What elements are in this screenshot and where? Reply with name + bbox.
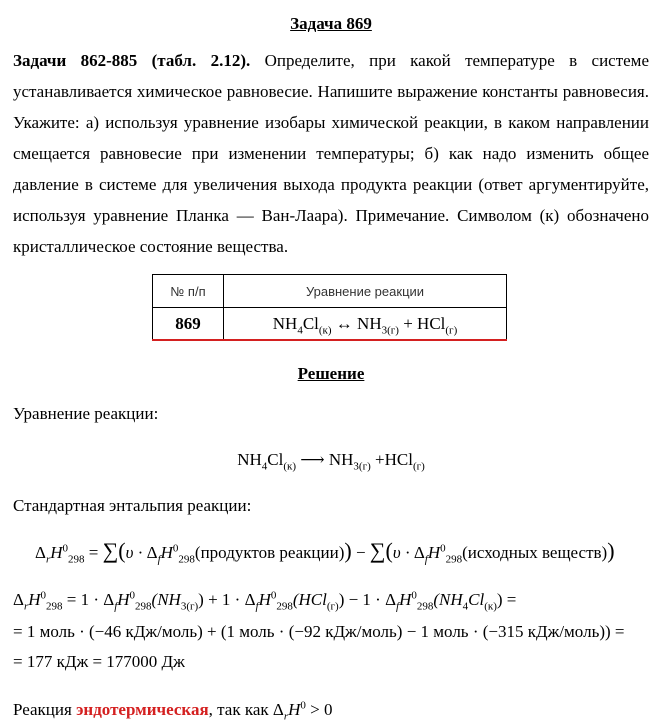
- math-part: H: [28, 590, 41, 609]
- math-sum: ∑: [369, 538, 386, 563]
- math-part: H: [399, 590, 412, 609]
- reaction-table: [152, 274, 507, 341]
- math-part: H: [117, 590, 130, 609]
- math-part: (: [385, 538, 393, 563]
- math-sub: 298: [445, 553, 463, 566]
- enthalpy-formula-line-2: = 1 моль · (−46 кДж/моль) + (1 моль · (−92 кДж/моль) − 1 моль · (−315 кДж/моль)) =: [13, 622, 625, 641]
- math-part: H: [288, 700, 301, 719]
- reaction-equation: [13, 450, 649, 473]
- page-title: Задача 869: [290, 14, 372, 33]
- enthalpy-formula-line-3: = 177 кДж = 177000 Дж: [13, 652, 185, 671]
- math-sup: 0: [172, 542, 179, 555]
- math-part: (HCl: [292, 590, 327, 609]
- math-sub: 298: [178, 553, 195, 566]
- math-part: (продуктов реакции): [194, 543, 345, 562]
- eq-part: ↔ NH: [331, 313, 382, 333]
- math-part: H: [50, 543, 63, 562]
- task-text: Определите, при какой температуре в системе устанавливается химическое равновесие. Напишите выражение константы равновесия. Укажите: а) используя уравнение изобары химической реакции, в каком направлении смещается равновесие при изменении температуры; б) как надо изменить общее давление в системе для увеличения выхода продукта реакции (ответ аргументируйте, используя уравнение Планка — Ван-Лаара). Примечание. Символом (к) обозначено кристаллическое состояние вещества.: [13, 51, 649, 256]
- enthalpy-label: Стандартная энтальпия реакции:: [13, 496, 252, 515]
- math-part: Δ: [13, 590, 24, 609]
- enthalpy-formula-line-1: [13, 589, 517, 613]
- math-part: H: [160, 543, 173, 562]
- table-header-number: № п/п: [153, 275, 224, 308]
- math-sub: 4: [462, 600, 469, 613]
- math-sup: 0: [129, 589, 136, 602]
- math-part: (NH: [433, 590, 463, 609]
- eq-part: Cl: [302, 313, 319, 333]
- math-part: ): [344, 538, 352, 563]
- math-part: · Δ: [133, 543, 158, 562]
- math-sub: f: [255, 600, 259, 613]
- eq-sub: (г): [445, 323, 458, 336]
- conclusion-text: > 0: [305, 700, 333, 719]
- math-sub: 298: [68, 553, 85, 566]
- math-sub: f: [157, 553, 161, 566]
- math-part: · Δ: [400, 543, 425, 562]
- math-sub: 298: [135, 600, 152, 613]
- eq-part: ⟶ NH: [295, 450, 354, 469]
- math-sub: (к): [484, 600, 497, 613]
- math-part: (: [118, 538, 126, 563]
- math-sub: (г): [326, 600, 339, 613]
- eq-sub: 4: [261, 460, 268, 473]
- math-sub: 298: [416, 600, 434, 613]
- table-header-row: [153, 275, 507, 308]
- math-part: H: [258, 590, 271, 609]
- math-sup: 0: [440, 542, 446, 555]
- math-part: ) + 1 · Δ: [198, 590, 256, 609]
- math-part: Δ: [35, 543, 46, 562]
- solution-title: Решение: [297, 364, 365, 383]
- eq-part: NH: [237, 450, 262, 469]
- eq-sub: 4: [297, 323, 303, 336]
- math-part: ): [607, 538, 615, 563]
- math-sup: 0: [62, 542, 68, 555]
- table-row: [153, 308, 507, 341]
- enthalpy-formula-general: [35, 538, 615, 564]
- conclusion-highlight: эндотермическая: [76, 700, 209, 719]
- conclusion-text: Реакция: [13, 700, 77, 719]
- table-header-equation: Уравнение реакции: [224, 275, 507, 308]
- conclusion-text: , так как Δ: [208, 700, 284, 719]
- math-part: ) =: [496, 590, 517, 609]
- math-part: =: [84, 543, 103, 562]
- math-part: ) − 1 · Δ: [338, 590, 397, 609]
- math-part: H: [427, 543, 441, 562]
- math-part: (NH: [151, 590, 181, 609]
- conclusion-line: [13, 700, 333, 720]
- math-sub: r: [23, 600, 29, 613]
- math-part: (исходных веществ): [462, 543, 608, 562]
- math-part: = 1 · Δ: [62, 590, 115, 609]
- eq-sub: 3(г): [353, 460, 371, 473]
- reaction-label: Уравнение реакции:: [13, 404, 159, 423]
- math-sup: 0: [300, 699, 306, 712]
- math-sup: 0: [270, 589, 277, 602]
- math-sup: 0: [411, 589, 417, 602]
- task-label: Задачи 862-885 (табл. 2.12).: [13, 51, 251, 70]
- math-sub: f: [114, 600, 118, 613]
- eq-part: +HCl: [370, 450, 413, 469]
- math-part: υ: [392, 543, 401, 562]
- eq-part: NH: [272, 313, 298, 333]
- math-sum: ∑: [102, 538, 119, 563]
- math-sup: 0: [40, 589, 46, 602]
- eq-sub: 3(г): [381, 323, 399, 336]
- math-sub: f: [424, 553, 428, 566]
- math-part: υ: [125, 543, 134, 562]
- eq-sub: (к): [318, 323, 332, 336]
- math-part: Cl: [468, 590, 485, 609]
- math-sub: 3(г): [180, 600, 199, 613]
- math-sub: f: [396, 600, 400, 613]
- eq-sub: (г): [412, 460, 425, 473]
- table-cell-equation: [224, 308, 507, 341]
- eq-part: + HCl: [398, 313, 446, 333]
- math-part: −: [351, 543, 370, 562]
- task-statement: [13, 45, 649, 262]
- table-cell-number: 869: [153, 308, 224, 341]
- eq-part: Cl: [267, 450, 284, 469]
- eq-sub: (к): [283, 460, 296, 473]
- math-sub: r: [283, 710, 289, 722]
- math-sub: 298: [46, 600, 63, 613]
- math-sub: 298: [276, 600, 293, 613]
- math-sub: r: [45, 553, 51, 566]
